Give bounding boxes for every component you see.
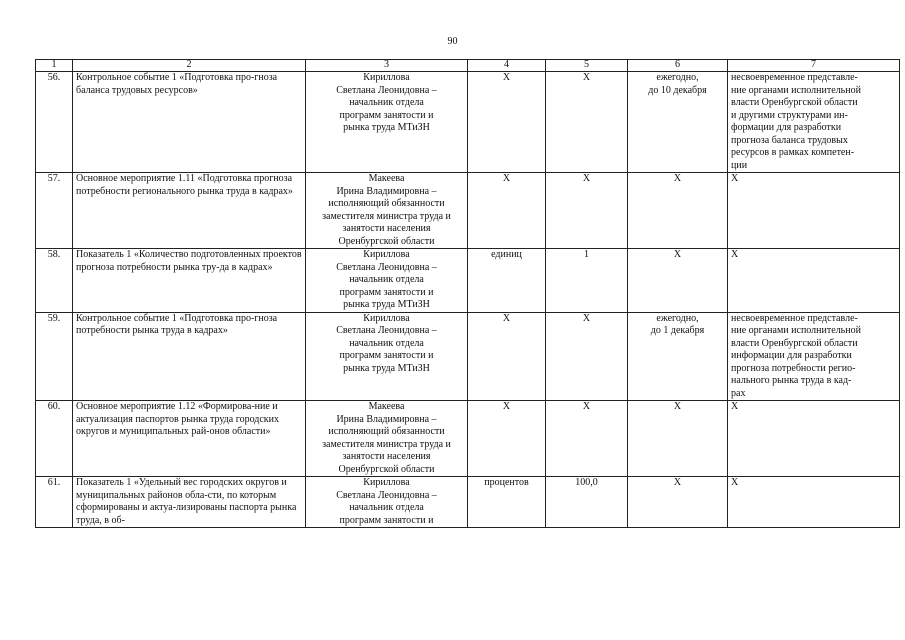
responsible-line: Макеева (368, 401, 405, 412)
row-number: 57. (36, 173, 73, 249)
risk-note-line: власти Оренбургской области (731, 337, 858, 349)
responsible-line: начальник отдела (349, 337, 424, 349)
unit-cell: единиц (468, 249, 546, 313)
responsible-person (306, 401, 468, 477)
responsible-line: Ирина Владимировна – (336, 413, 437, 425)
responsible-line: Светлана Леонидовна – (336, 261, 437, 273)
value-cell: Х (546, 72, 628, 173)
responsible-line: Светлана Леонидовна – (336, 325, 437, 336)
responsible-line: рынка труда МТиЗН (343, 122, 430, 133)
value-cell: Х (546, 173, 628, 249)
risk-note (728, 249, 900, 313)
deadline-line: ежегодно, (656, 312, 699, 324)
column-header-3: 3 (306, 60, 468, 72)
deadline-cell (628, 173, 728, 249)
table-row (36, 72, 900, 173)
risk-note-line: ции (731, 159, 748, 171)
responsible-line: заместителя министра труда и (322, 438, 451, 450)
event-name: Контрольное событие 1 «Подготовка про-гноза потребности рынка труда в кадрах» (73, 312, 306, 401)
responsible-line: начальник отдела (349, 97, 424, 108)
deadline-cell (628, 401, 728, 477)
responsible-line: Кириллова (363, 312, 410, 324)
responsible-line: начальник отдела (349, 274, 424, 285)
event-name: Основное мероприятие 1.12 «Формирова-ние и актуализация паспортов рынка труда городских округов и муниципальных рай-онов области» (73, 401, 306, 477)
unit-cell: Х (468, 312, 546, 401)
deadline-cell (628, 477, 728, 528)
unit-cell: процентов (468, 477, 546, 528)
risk-note (728, 401, 900, 477)
risk-note-line: ресурсов в рамках компетен- (731, 147, 855, 158)
deadline-line: Х (673, 477, 682, 488)
responsible-person (306, 312, 468, 401)
responsible-person (306, 477, 468, 528)
responsible-line: Кириллова (363, 72, 410, 83)
value-cell: Х (546, 312, 628, 401)
risk-note (728, 312, 900, 401)
table-body (36, 72, 900, 528)
row-number: 56. (36, 72, 73, 173)
risk-note-line: Х (731, 173, 739, 184)
program-table (35, 59, 900, 528)
responsible-line: заместителя министра труда и (322, 210, 451, 222)
risk-note-line: формации для разработки (731, 122, 842, 133)
risk-note-line: Х (731, 477, 739, 488)
row-number: 61. (36, 477, 73, 528)
responsible-line: программ занятости и (339, 514, 434, 526)
column-header-7: 7 (728, 60, 900, 72)
responsible-person (306, 173, 468, 249)
risk-note-line: прогноза потребности регио- (731, 362, 856, 374)
responsible-line: программ занятости и (339, 286, 434, 298)
deadline-line: ежегодно, (656, 72, 699, 83)
header-row (36, 60, 900, 72)
row-number: 58. (36, 249, 73, 313)
responsible-line: Кириллова (363, 249, 410, 260)
row-number: 59. (36, 312, 73, 401)
unit-cell: Х (468, 401, 546, 477)
responsible-line: Оренбургской области (338, 235, 435, 247)
value-cell: 100,0 (546, 477, 628, 528)
deadline-line: Х (673, 173, 682, 184)
deadline-cell (628, 72, 728, 173)
responsible-line: занятости населения (342, 451, 431, 462)
row-number: 60. (36, 401, 73, 477)
table-row (36, 173, 900, 249)
responsible-line: программ занятости и (339, 109, 434, 121)
deadline-line: до 1 декабря (650, 325, 705, 336)
responsible-person (306, 249, 468, 313)
risk-note-line: несвоевременное представле- (731, 312, 858, 324)
unit-cell: Х (468, 72, 546, 173)
responsible-line: Оренбургской области (338, 463, 435, 475)
event-name: Показатель 1 «Количество подготовленных проектов прогноза потребности рынка тру-да в кадрах» (73, 249, 306, 313)
responsible-line: рынка труда МТиЗН (343, 299, 430, 310)
responsible-line: рынка труда МТиЗН (343, 362, 430, 374)
page-number: 90 (447, 36, 458, 47)
responsible-line: начальник отдела (349, 502, 424, 513)
risk-note-line: информации для разработки (731, 350, 852, 361)
risk-note-line: Х (731, 401, 739, 412)
table-row (36, 312, 900, 401)
risk-note-line: ние органами исполнительной (731, 84, 861, 96)
risk-note-line: власти Оренбургской области (731, 97, 858, 108)
risk-note-line: ние органами исполнительной (731, 325, 861, 336)
deadline-cell (628, 249, 728, 313)
risk-note-line: прогноза баланса трудовых (731, 134, 848, 146)
event-name: Основное мероприятие 1.11 «Подготовка прогноза потребности регионального рынка труда в кадрах» (73, 173, 306, 249)
responsible-line: программ занятости и (339, 350, 434, 361)
column-header-2: 2 (73, 60, 306, 72)
responsible-line: Кириллова (363, 477, 410, 488)
risk-note-line: нального рынка труда в кад- (731, 375, 852, 386)
event-name: Показатель 1 «Удельный вес городских округов и муниципальных районов обла-сти, по которым сформированы и актуа-лизированы паспорта рынка труда, в об- (73, 477, 306, 528)
table-row (36, 477, 900, 528)
value-cell: 1 (546, 249, 628, 313)
deadline-line: Х (673, 401, 682, 412)
deadline-cell (628, 312, 728, 401)
column-header-1: 1 (36, 60, 73, 72)
risk-note (728, 173, 900, 249)
risk-note-line: и другими структурами ин- (731, 109, 848, 121)
risk-note (728, 477, 900, 528)
risk-note-line: Х (731, 249, 739, 260)
responsible-line: Светлана Леонидовна – (336, 489, 437, 501)
event-name: Контрольное событие 1 «Подготовка про-гноза баланса трудовых ресурсов» (73, 72, 306, 173)
responsible-line: исполняющий обязанности (328, 198, 445, 209)
responsible-line: Ирина Владимировна – (336, 185, 437, 197)
table-row (36, 249, 900, 313)
unit-cell: Х (468, 173, 546, 249)
column-header-4: 4 (468, 60, 546, 72)
responsible-person (306, 72, 468, 173)
responsible-line: исполняющий обязанности (328, 426, 445, 437)
risk-note-line: несвоевременное представле- (731, 72, 858, 83)
risk-note (728, 72, 900, 173)
column-header-5: 5 (546, 60, 628, 72)
risk-note-line: рах (731, 387, 746, 399)
table-row (36, 401, 900, 477)
deadline-line: до 10 декабря (648, 84, 707, 96)
deadline-line: Х (673, 249, 682, 260)
value-cell: Х (546, 401, 628, 477)
column-header-6: 6 (628, 60, 728, 72)
responsible-line: занятости населения (342, 223, 431, 234)
responsible-line: Макеева (368, 173, 405, 184)
responsible-line: Светлана Леонидовна – (336, 84, 437, 96)
